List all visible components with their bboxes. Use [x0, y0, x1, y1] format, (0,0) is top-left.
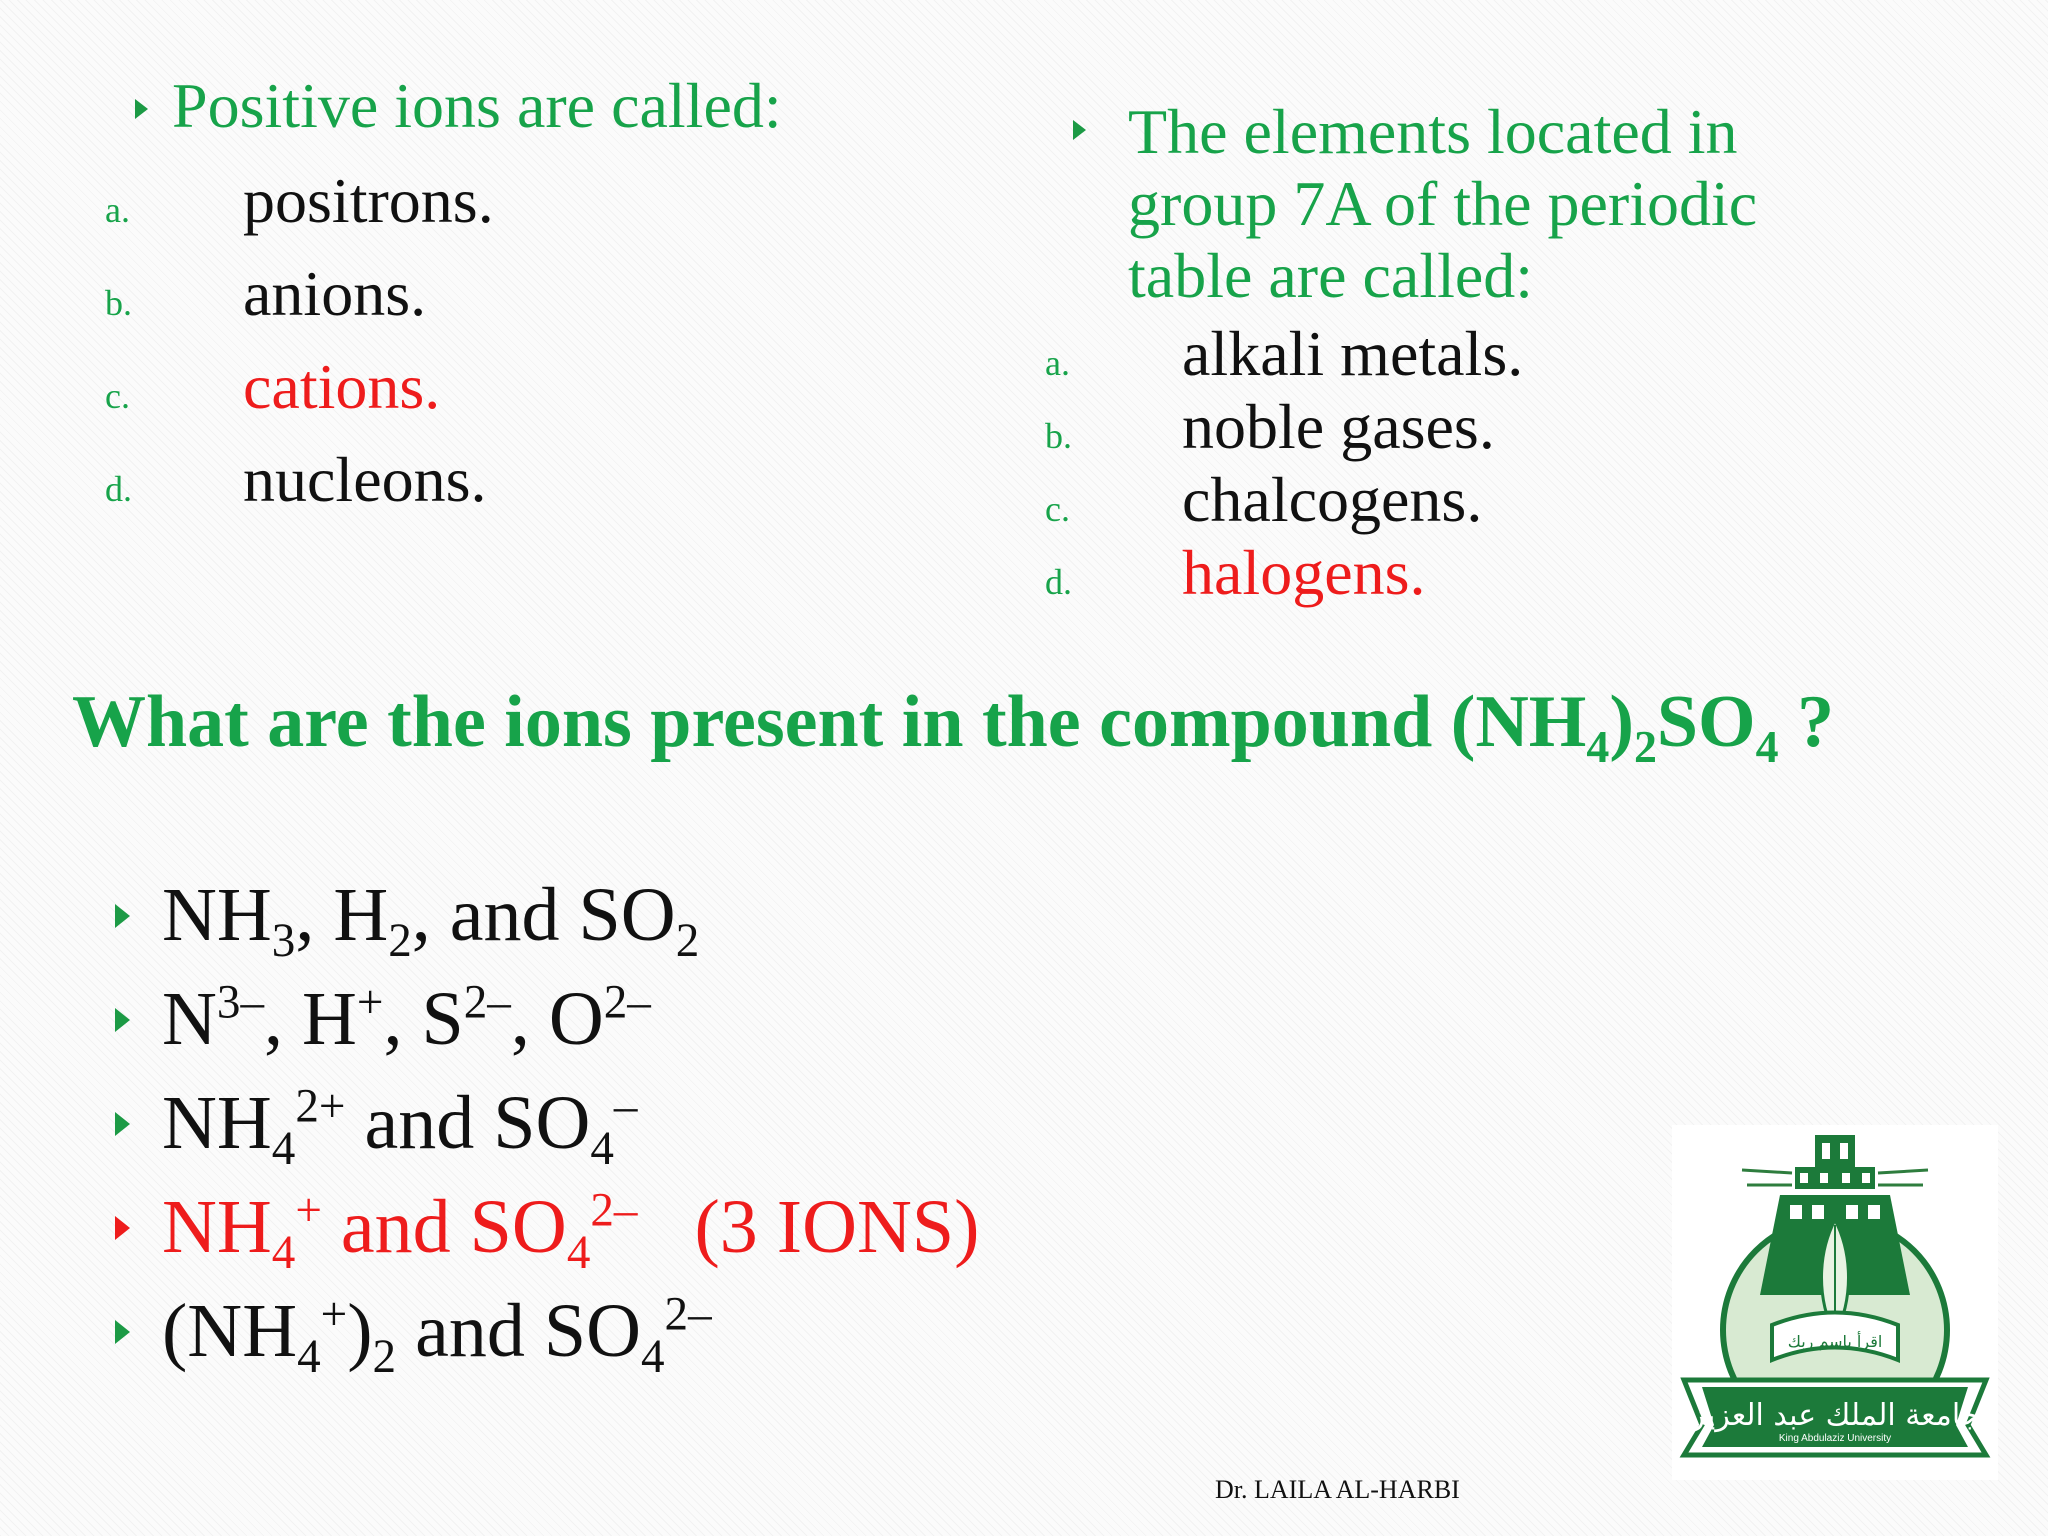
option-row	[1045, 391, 1495, 463]
answer-row: $NH_3$, $H_2$, and $SO_2$	[115, 870, 699, 960]
option-letter: a.	[1045, 343, 1070, 383]
option-letter: c.	[1045, 489, 1070, 529]
question3-heading: What are the ions present in the compound $(NH_4)_2SO_4$ ?	[72, 681, 1835, 772]
option-text: nucleons.	[243, 444, 487, 515]
option-letter: a.	[105, 190, 130, 230]
bullet-triangle-icon	[115, 904, 130, 928]
bullet-triangle-icon	[1073, 120, 1086, 140]
option-letter: d.	[105, 469, 132, 509]
option-letter: c.	[105, 376, 130, 416]
option-text-correct: cations.	[243, 351, 441, 422]
footer-author: Dr. LAILA AL-HARBI	[1215, 1475, 1460, 1504]
option-letter: b.	[105, 283, 132, 323]
question2-prompt-line: The elements located in	[1128, 96, 1738, 167]
answer-row: $(NH_4^+)_2$ and $SO_4^{2-}$	[115, 1286, 712, 1376]
answer-row-correct: $NH_4^+$ and $SO_4^{2-}$ (3 IONS)	[115, 1182, 979, 1272]
option-row	[105, 351, 440, 423]
university-emblem-icon	[1672, 1125, 1998, 1480]
option-text: noble gases.	[1182, 391, 1495, 462]
bullet-triangle-icon	[115, 1216, 130, 1240]
logo-arabic-name: جامعة الملك عبد العزيز	[1690, 1398, 1980, 1433]
option-row	[1045, 537, 1426, 609]
answer-row: $NH_4^{2+}$ and $SO_4^-$	[115, 1078, 637, 1168]
option-row	[105, 165, 494, 237]
option-row	[105, 258, 426, 330]
bullet-triangle-icon	[115, 1112, 130, 1136]
university-logo	[1672, 1125, 1998, 1480]
logo-motto: اقرأ باسم ربك	[1787, 1332, 1883, 1351]
option-text: positrons.	[243, 165, 494, 236]
option-row	[1045, 318, 1523, 390]
question1-prompt-row	[135, 70, 782, 142]
question1-prompt: Positive ions are called:	[172, 70, 782, 141]
bullet-triangle-icon	[115, 1008, 130, 1032]
option-letter: d.	[1045, 562, 1072, 602]
question2-prompt-line: group 7A of the periodic	[1128, 168, 1758, 239]
question2-prompt-line: table are called:	[1128, 240, 1534, 311]
option-letter: b.	[1045, 416, 1072, 456]
option-text: alkali metals.	[1182, 318, 1524, 389]
question2-prompt	[1073, 96, 1757, 312]
option-row	[1045, 464, 1482, 536]
option-text-correct: halogens.	[1182, 537, 1426, 608]
option-row	[105, 444, 487, 516]
option-text: anions.	[243, 258, 427, 329]
answer-row: $N^{3-}$, H+, $S^{2-}$, $O^{2-}$	[115, 974, 651, 1064]
option-text: chalcogens.	[1182, 464, 1483, 535]
bullet-triangle-icon	[135, 99, 148, 119]
bullet-triangle-icon	[115, 1320, 130, 1344]
logo-english-name: King Abdulaziz University	[1778, 1433, 1892, 1444]
